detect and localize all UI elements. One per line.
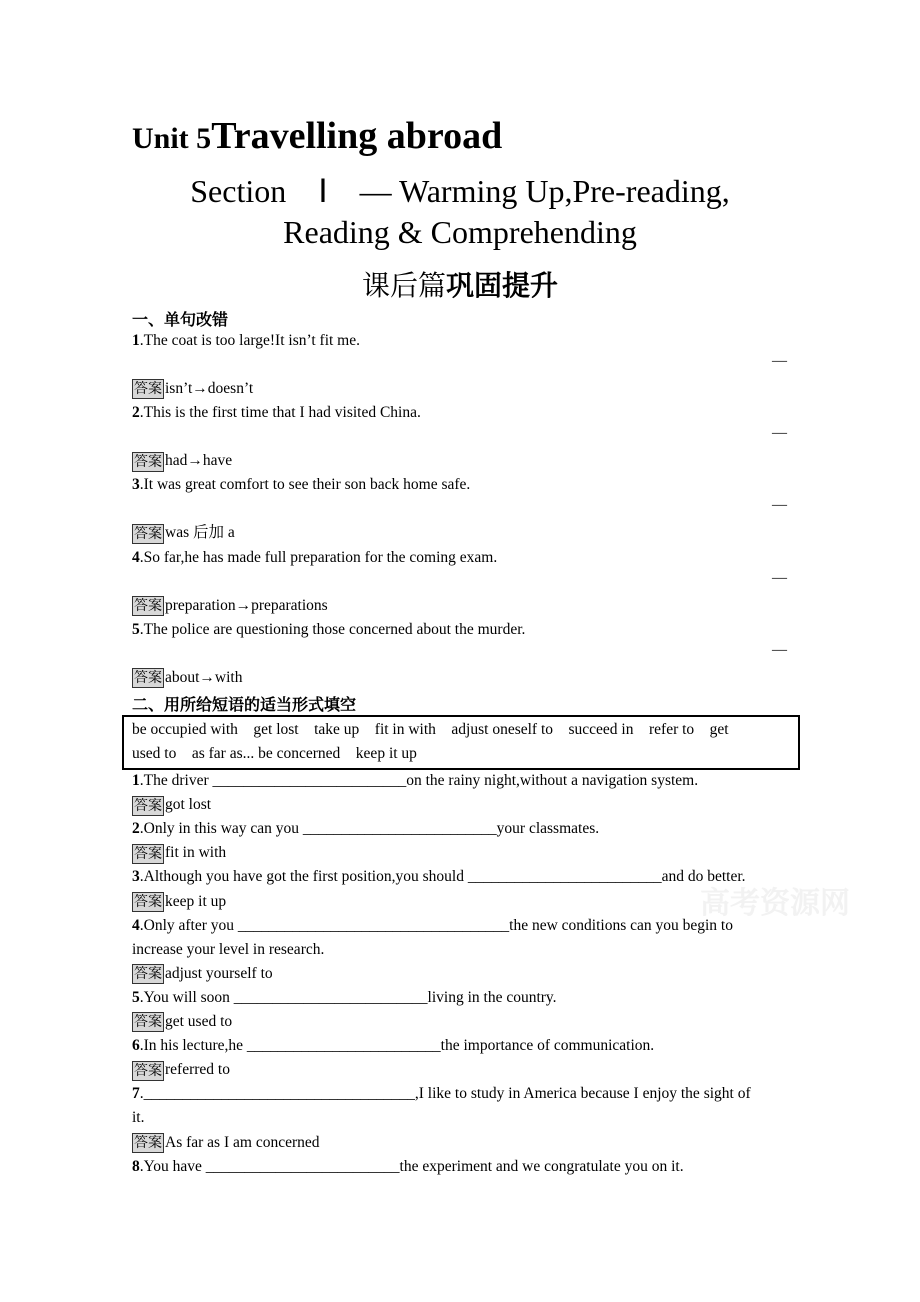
subtitle [0, 264, 920, 304]
question-number: 7 [132, 1085, 140, 1103]
question-text: .So far,he has made full preparation for the coming exam. [139, 548, 498, 566]
answer-line [132, 843, 226, 863]
answer-line [132, 795, 211, 815]
question-number: 4 [132, 548, 140, 566]
answer-blank-mark: — [772, 641, 787, 658]
answer-label: 答案 [134, 381, 162, 398]
watermark: 高考资源网 [700, 886, 850, 921]
answer-label: 答案 [134, 966, 162, 983]
answer-text: adjust yourself to [165, 964, 273, 982]
unit-title [132, 114, 502, 158]
question [132, 1157, 684, 1177]
question [132, 403, 421, 423]
answer-text: preparation→preparations [165, 596, 328, 614]
question-text: .The coat is too large!It isn’t fit me. [139, 332, 360, 349]
answer-text: get used to [165, 1013, 233, 1030]
question [132, 916, 733, 936]
question-continuation [132, 1108, 145, 1128]
phrase-box-line1: be occupied with get lost take up fit in with adjust oneself to succeed in refer to get [132, 721, 729, 738]
subtitle-bold: 巩固提升 [446, 269, 559, 302]
question-number: 2 [132, 404, 140, 422]
answer-blank-mark: — [772, 353, 787, 369]
answer-line [132, 1012, 232, 1032]
section-title-line1: Section Ⅰ — Warming Up,Pre-reading, [190, 173, 730, 209]
question-text: .Only after you ___________________________________the new conditions can you begin to [139, 916, 733, 934]
question [132, 331, 360, 351]
answer-text: about→with [165, 668, 243, 686]
question-number: 1 [132, 332, 140, 349]
question-text: .It was great comfort to see their son back home safe. [139, 476, 471, 494]
answer-label: 答案 [134, 893, 162, 910]
question-text: increase your level in research. [132, 940, 325, 958]
answer-label: 答案 [134, 525, 162, 542]
answer-blank-mark: — [772, 425, 787, 442]
question [132, 620, 525, 640]
answer-line [132, 379, 253, 399]
answer-line [132, 892, 226, 912]
unit-number: Unit 5 [132, 122, 212, 155]
part2-heading: 二、用所给短语的适当形式填空 [132, 695, 357, 714]
answer-line [132, 668, 243, 688]
question [132, 819, 599, 839]
question [132, 475, 470, 495]
question [132, 867, 746, 887]
answer-text: As far as I am concerned [165, 1133, 320, 1151]
question [132, 771, 698, 791]
question-text: .This is the first time that I had visited China. [139, 404, 421, 422]
question-continuation [132, 940, 324, 960]
question-number: 8 [132, 1157, 140, 1175]
question-number: 2 [132, 820, 140, 838]
answer-label: 答案 [134, 670, 162, 687]
answer-label: 答案 [134, 453, 162, 470]
answer-text: isn’t→doesn’t [165, 380, 254, 397]
answer-text: was 后加 a [165, 524, 235, 542]
answer-text: referred to [165, 1061, 230, 1079]
answer-text: had→have [165, 452, 233, 470]
question-number: 5 [132, 620, 140, 638]
question-text: .The police are questioning those concerned about the murder. [139, 620, 526, 638]
question-text: .Although you have got the first position,you should _________________________and do better. [139, 868, 746, 886]
answer-label: 答案 [134, 598, 162, 615]
question-text: .Only in this way can you _________________________your classmates. [139, 820, 600, 838]
answer-blank-mark: — [772, 497, 787, 514]
question-number: 4 [132, 916, 140, 934]
answer-line [132, 1060, 230, 1080]
question [132, 1084, 751, 1104]
unit-name: Travelling abroad [211, 115, 503, 157]
question-text: .The driver _________________________on the rainy night,without a navigation system. [139, 772, 699, 789]
answer-line [132, 523, 235, 543]
question-text: .You have _________________________the experiment and we congratulate you on it. [139, 1157, 684, 1175]
answer-label: 答案 [134, 1062, 162, 1079]
question-number: 3 [132, 868, 140, 886]
part1-heading: 一、单句改错 [132, 310, 229, 329]
answer-label: 答案 [134, 845, 162, 862]
answer-text: fit in with [165, 844, 227, 862]
answer-line [132, 1133, 320, 1153]
question-text: .___________________________________,I like to study in America because I enjoy the sight of [139, 1085, 751, 1103]
question [132, 1036, 654, 1056]
answer-line [132, 964, 273, 984]
question [132, 548, 497, 568]
answer-label: 答案 [134, 797, 162, 814]
question-text: it. [132, 1109, 145, 1127]
section-title-line2: Reading & Comprehending [283, 214, 637, 250]
answer-text: got lost [165, 796, 212, 814]
question [132, 988, 557, 1008]
question-number: 3 [132, 476, 140, 494]
answer-text: keep it up [165, 892, 227, 910]
answer-blank-mark: — [772, 569, 787, 586]
answer-label: 答案 [134, 1014, 162, 1031]
question-number: 1 [132, 772, 140, 789]
answer-line [132, 451, 232, 471]
answer-label: 答案 [134, 1134, 162, 1151]
question-number: 6 [132, 1037, 140, 1055]
subtitle-plain: 课后篇 [361, 269, 446, 302]
question-number: 5 [132, 988, 140, 1006]
answer-line [132, 596, 328, 616]
question-text: .You will soon _________________________living in the country. [139, 988, 557, 1006]
phrase-box-line2: used to as far as... be concerned keep it up [132, 745, 417, 762]
question-text: .In his lecture,he _________________________the importance of communication. [139, 1037, 655, 1055]
